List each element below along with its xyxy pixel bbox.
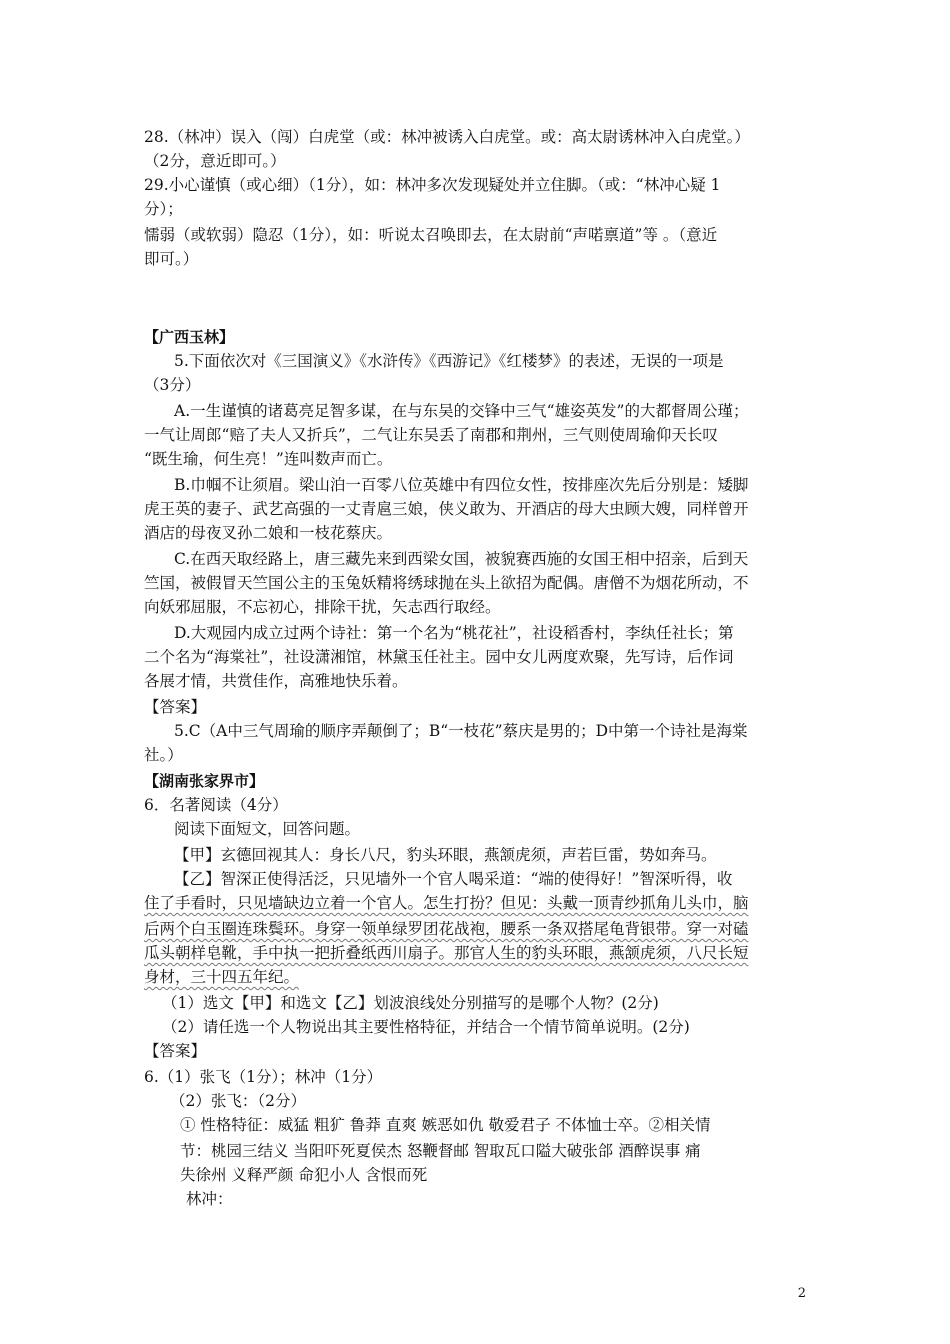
text-line: （2分，意近即可。） xyxy=(144,152,286,170)
answer-label: 【答案】 xyxy=(144,1042,207,1060)
answer-text: ① 性格特征：威猛 粗犷 鲁莽 直爽 嫉恶如仇 敬爱君子 不体恤士卒。②相关情 xyxy=(180,1116,711,1134)
option-b: B.巾帼不让须眉。梁山泊一百零八位英雄中有四位女性，按排座次先后分别是：矮脚 xyxy=(174,476,749,494)
passage-yi: 身材，三十四五年纪。 xyxy=(144,968,300,986)
option-c: 向妖邪屈服，不忘初心，排除干扰，矢志西行取经。 xyxy=(144,598,501,616)
passage-yi: 瓜头朝样皂靴，手中执一把折叠纸西川扇子。那官人生的豹头环眼，燕颔虎须，八尺长短 xyxy=(144,944,749,962)
text-line: 28.（林冲）误入（闯）白虎堂（或：林冲被诱入白虎堂。或：高太尉诱林冲入白虎堂。） xyxy=(144,128,750,146)
option-b: 酒店的母夜叉孙二娘和一枝花蔡庆。 xyxy=(144,524,393,542)
option-d: 二个名为“海棠社”，社设潇湘馆，林黛玉任社主。园中女儿两度欢聚，先写诗，后作词 xyxy=(144,648,734,666)
option-b: 虎王英的妻子、武艺高强的一丈青扈三娘，侠义敢为、开酒店的母大虫顾大嫂，同样曾开 xyxy=(144,500,749,518)
passage-yi: 后两个白玉圈连珠鬓环。身穿一领单绿罗团花战袍，腰系一条双搭尾龟背银带。穿一对磕 xyxy=(144,920,749,938)
option-d: 各展才情，共赏佳作，高雅地快乐着。 xyxy=(144,672,408,690)
text-line: 分）； xyxy=(144,200,183,218)
answer-text: 林冲： xyxy=(186,1190,233,1208)
passage-yi: 住了手看时，只见墙缺边立着一个官人。怎生打扮？但见：头戴一顶青纱抓角儿头巾，脑 xyxy=(144,894,749,912)
answer-label: 【答案】 xyxy=(144,698,207,716)
question-text: 5.下面依次对《三国演义》《水浒传》《西游记》《红楼梦》的表述，无误的一项是 xyxy=(174,352,724,370)
answer-text: 6.（1）张飞（1分）；林冲（1分） xyxy=(144,1068,383,1086)
section-heading: 【湖南张家界市】 xyxy=(144,772,265,790)
question-text: 阅读下面短文，回答问题。 xyxy=(174,820,361,838)
question-text: （3分） xyxy=(144,376,201,394)
answer-text: 节：桃园三结义 当阳吓死夏侯杰 怒鞭督邮 智取瓦口隘大破张郃 酒醉误事 痛 xyxy=(180,1142,701,1160)
option-d: D.大观园内成立过两个诗社：第一个名为“桃花社”，社设稻香村，李纨任社长；第 xyxy=(174,624,734,642)
sub-question: （1）选文【甲】和选文【乙】划波浪线处分别描写的是哪个人物？(2分) xyxy=(162,994,659,1012)
option-a: A.一生谨慎的诸葛亮足智多谋，在与东吴的交锋中三气“雄姿英发”的大都督周公瑾； xyxy=(174,402,749,420)
option-c: C.在西天取经路上，唐三藏先来到西梁女国，被貌赛西施的女国王相中招亲，后到天 xyxy=(174,550,749,568)
text-line: 懦弱（或软弱）隐忍（1分），如：听说太召唤即去，在太尉前“声喏禀道”等 。（意近 xyxy=(144,226,718,244)
question-text: 6．名著阅读（4分） xyxy=(144,796,288,814)
text-line: 即可。） xyxy=(144,250,199,268)
text-line: 29.小心谨慎（或心细）（1分），如：林冲多次发现疑处并立住脚。（或：“林冲心疑 1 xyxy=(144,176,721,194)
passage-jia: 【甲】玄德回视其人：身长八尺，豹头环眼，燕颔虎须，声若巨雷，势如奔马。 xyxy=(174,846,717,864)
sub-question: （2）请任选一个人物说出其主要性格特征，并结合一个情节简单说明。(2分) xyxy=(162,1018,690,1036)
page-number: 2 xyxy=(797,1286,806,1301)
answer-text: （2）张飞：（2分） xyxy=(170,1092,306,1110)
answer-text: 失徐州 义释严颜 命犯小人 含恨而死 xyxy=(180,1166,428,1184)
option-a: “既生瑜，何生亮！”连叫数声而亡。 xyxy=(144,450,393,468)
option-a: 一气让周郎“赔了夫人又折兵”，二气让东吴丢了南郡和荆州，三气则使周瑜仰天长叹 xyxy=(144,426,718,444)
option-c: 竺国，被假冒天竺国公主的玉兔妖精将绣球抛在头上欲招为配偶。唐僧不为烟花所动，不 xyxy=(144,574,749,592)
passage-yi: 【乙】智深正使得活泛，只见墙外一个官人喝采道：“端的使得好！”智深听得，收 xyxy=(174,870,733,888)
answer-text: 5.C（A中三气周瑜的顺序弄颠倒了；B“一枝花”蔡庆是男的；D中第一个诗社是海棠 xyxy=(174,722,748,740)
section-heading: 【广西玉林】 xyxy=(144,328,235,346)
answer-text: 社。） xyxy=(144,746,183,764)
